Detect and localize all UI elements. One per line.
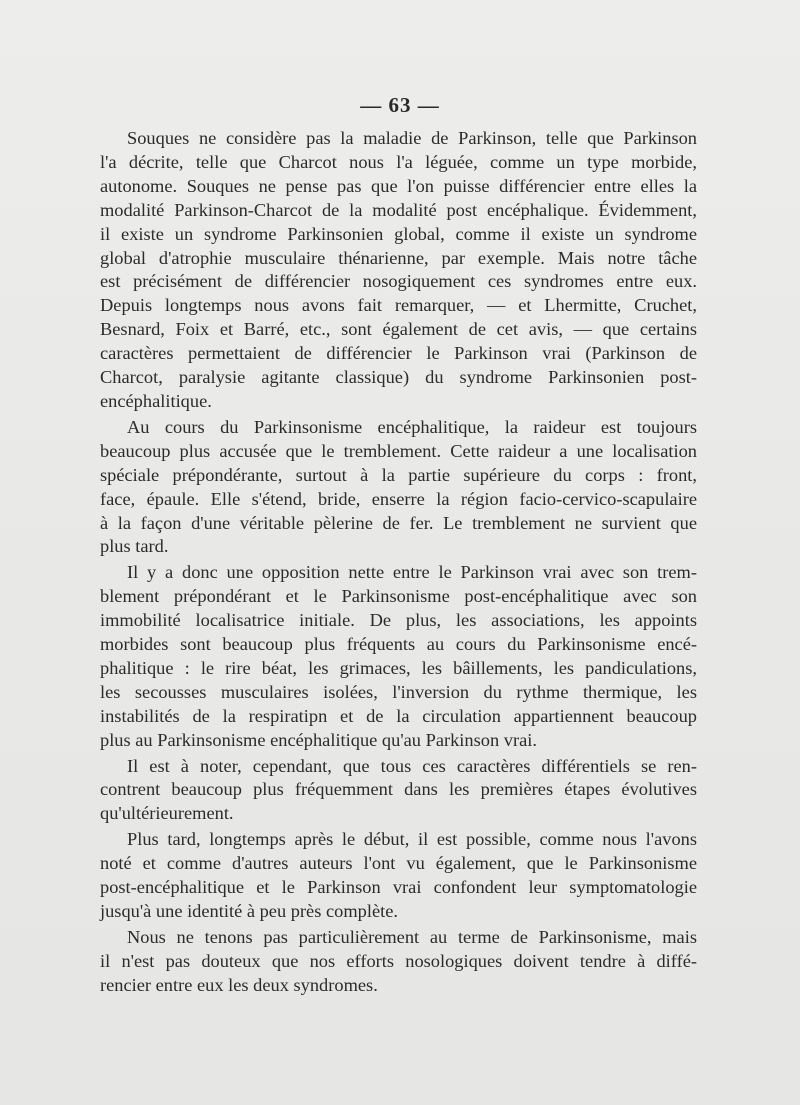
text-line: autonome. Souques ne pense pas que l'on puisse différencier entre elles la (100, 175, 697, 196)
paragraph-5 (100, 828, 697, 924)
text-line: il existe un syndrome Parkinsonien global, comme il existe un syndrome (100, 223, 697, 244)
text-line: modalité Parkinson-Charcot de la modalité post encéphalique. Évidemment, (100, 199, 697, 220)
text-line: Il est à noter, cependant, que tous ces caractères différentiels se ren- (127, 755, 697, 776)
text-line: rencier entre eux les deux syndromes. (100, 974, 378, 995)
text-line: encéphalitique. (100, 390, 212, 411)
page-number: — 63 — (360, 93, 440, 117)
body-text (100, 127, 697, 998)
text-line: Depuis longtemps nous avons fait remarquer, — et Lhermitte, Cruchet, (100, 295, 697, 316)
text-line: phalitique : le rire béat, les grimaces, les bâillements, les pandiculations, (100, 657, 697, 678)
text-line: plus au Parkinsonisme encéphalitique qu'au Parkinson vrai. (100, 729, 537, 750)
text-line: global d'atrophie musculaire thénarienne, par exemple. Mais notre tâche (100, 247, 697, 268)
paragraph-2 (100, 416, 697, 559)
text-line: morbides sont beaucoup plus fréquents au cours du Parkinsonisme encé- (100, 634, 697, 655)
text-line: caractères permettaient de différencier le Parkinson vrai (Parkinson de (100, 343, 697, 364)
text-line: spéciale prépondérante, surtout à la partie supérieure du corps : front, (100, 464, 697, 485)
text-line: noté et comme d'autres auteurs l'ont vu également, que le Parkinsonisme (100, 853, 697, 874)
text-line: est précisément de différencier nosogiquement ces syndromes entre eux. (100, 271, 697, 292)
text-line: qu'ultérieurement. (100, 803, 234, 824)
text-line: instabilités de la respiratipn et de la circulation appartiennent beaucoup (100, 705, 697, 726)
text-line: beaucoup plus accusée que le tremblement. Cette raideur a une localisation (100, 440, 697, 461)
text-line: Il y a donc une opposition nette entre le Parkinson vrai avec son trem- (127, 562, 697, 583)
paragraph-6 (100, 926, 697, 998)
paragraph-1 (100, 127, 697, 414)
text-line: à la façon d'une véritable pèlerine de fer. Le tremblement ne survient que (100, 512, 697, 533)
text-line: blement prépondérant et le Parkinsonisme post-encéphalitique avec son (100, 586, 697, 607)
text-line: post-encéphalitique et le Parkinson vrai confondent leur symptomatologie (100, 877, 697, 898)
text-line: immobilité localisatrice initiale. De plus, les associations, les appoints (100, 610, 697, 631)
text-line: Besnard, Foix et Barré, etc., sont également de cet avis, — que certains (100, 319, 697, 340)
text-line: jusqu'à une identité à peu près complète. (100, 901, 398, 921)
text-line: face, épaule. Elle s'étend, bride, enserre la région facio-cervico-scapulaire (100, 488, 697, 509)
paragraph-4 (100, 755, 697, 827)
paragraph-3 (100, 561, 697, 752)
text-line: Souques ne considère pas la maladie de Parkinson, telle que Parkinson (127, 128, 697, 148)
text-line: Plus tard, longtemps après le début, il est possible, comme nous l'avons (127, 829, 697, 850)
text-line: Charcot, paralysie agitante classique) du syndrome Parkinsonien post- (100, 367, 697, 388)
text-line: Nous ne tenons pas particulièrement au terme de Parkinsonisme, mais (127, 926, 697, 947)
text-line: plus tard. (100, 536, 169, 557)
text-line: l'a décrite, telle que Charcot nous l'a léguée, comme un type morbide, (100, 151, 697, 172)
text-line: il n'est pas douteux que nos efforts nosologiques doivent tendre à diffé- (100, 950, 697, 971)
text-line: Au cours du Parkinsonisme encéphalitique, la raideur est toujours (127, 416, 697, 437)
text-line: les secousses musculaires isolées, l'inversion du rythme thermique, les (100, 681, 697, 702)
text-line: contrent beaucoup plus fréquemment dans les premières étapes évolutives (100, 779, 697, 800)
